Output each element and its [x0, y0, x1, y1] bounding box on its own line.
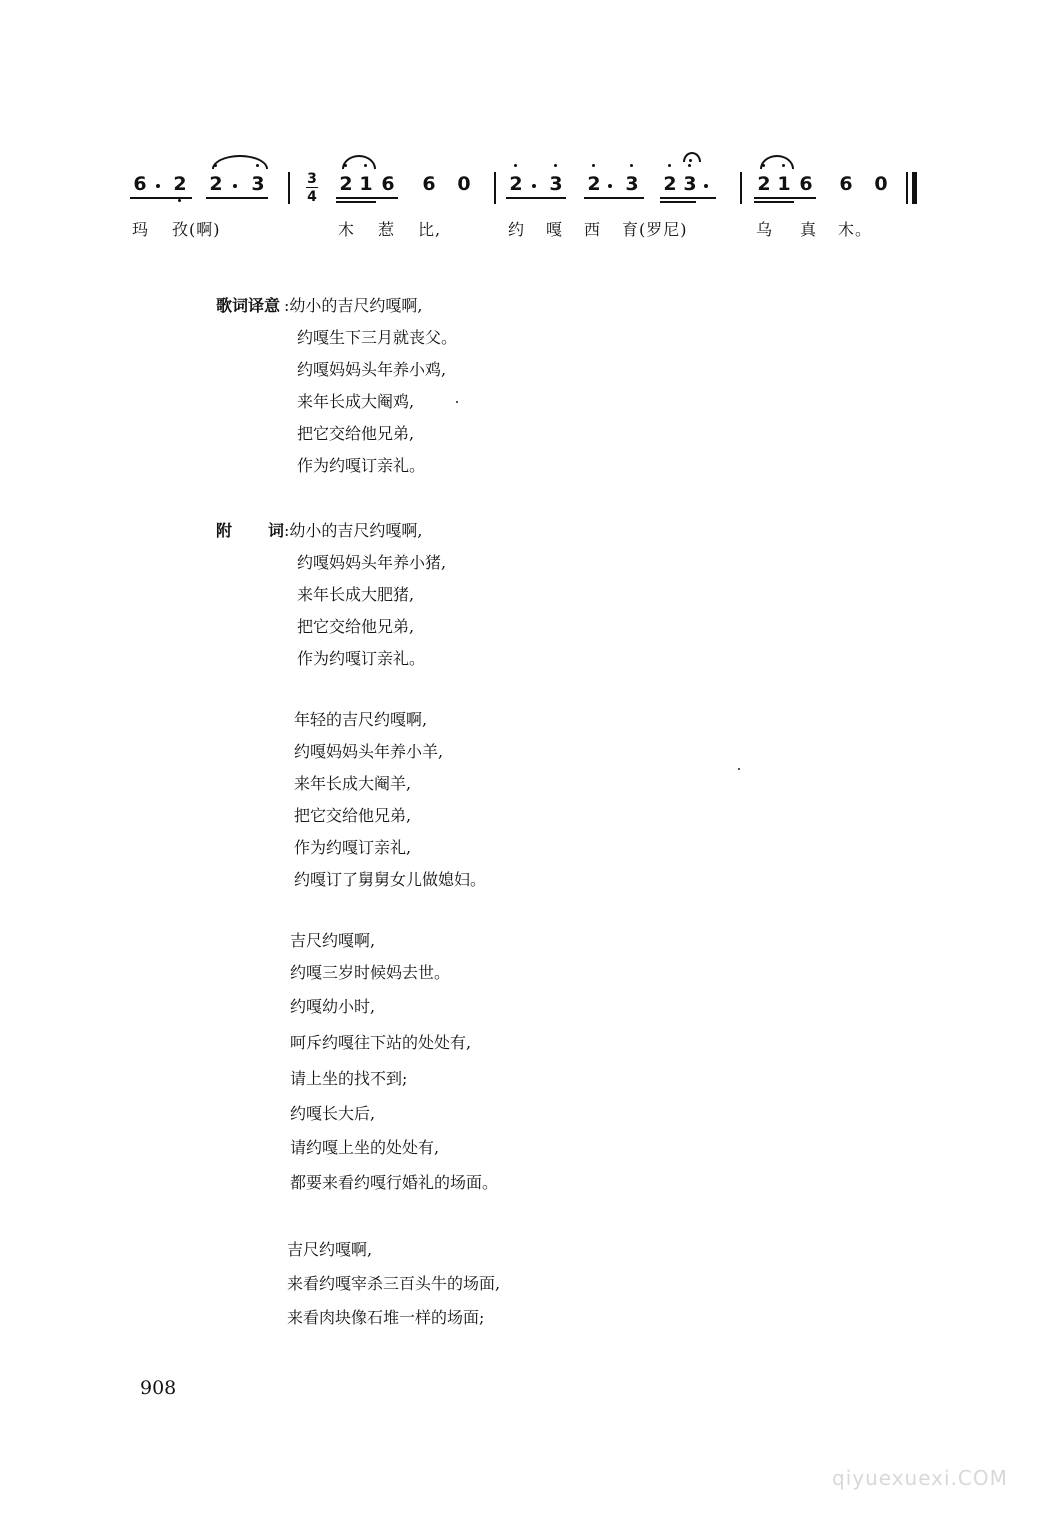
appendix-line: 呵斥约嘎往下站的处处有,: [290, 1033, 472, 1052]
lyric-syllable: 育(罗尼): [622, 220, 688, 239]
octave-dot-above: [592, 164, 595, 167]
final-barline-thin: [906, 172, 908, 204]
note: 2: [209, 173, 223, 195]
slur-arc: [760, 155, 794, 169]
appendix-line: 吉尺约嘎啊,: [287, 1240, 373, 1259]
fermata-icon: [683, 152, 701, 162]
appendix-line: 来年长成大肥猪,: [297, 585, 415, 604]
appendix-line: 约嘎妈妈头年养小羊,: [294, 742, 444, 761]
lyric-syllable: 木: [338, 220, 356, 239]
note: 2: [509, 173, 523, 195]
lyric-syllable: 玛: [132, 220, 150, 239]
translation-line: 把它交给他兄弟,: [297, 424, 415, 443]
translation-line: 来年长成大阉鸡,: [297, 392, 415, 411]
appendix-line: 来看肉块像石堆一样的场面;: [287, 1308, 485, 1327]
page-number: 908: [140, 1377, 177, 1399]
appendix-label-a: 附: [216, 521, 233, 540]
note: 2: [587, 173, 601, 195]
translation-line: 约嘎生下三月就丧父。: [297, 328, 458, 347]
time-sig-numerator: 3: [307, 171, 317, 187]
appendix-line: 把它交给他兄弟,: [294, 806, 412, 825]
octave-dot-above: [514, 164, 517, 167]
augmentation-dot: [233, 184, 237, 188]
time-sig-denominator: 4: [307, 189, 317, 205]
octave-dot-below: [178, 199, 181, 202]
note: 2: [663, 173, 677, 195]
lyric-syllable: 约: [508, 220, 526, 239]
note: 3: [683, 173, 697, 195]
note: 3: [549, 173, 563, 195]
appendix-line: 约嘎三岁时候妈去世。: [290, 963, 451, 982]
appendix-line: :幼小的吉尺约嘎啊,: [284, 521, 423, 540]
scan-speck: [738, 768, 740, 770]
translation-line: 作为约嘎订亲礼。: [297, 456, 426, 475]
note: 2: [339, 173, 353, 195]
note: 1: [359, 173, 373, 195]
note: 6: [381, 173, 395, 195]
octave-dot-above: [688, 164, 691, 167]
note: 3: [625, 173, 639, 195]
fermata-dot: [689, 159, 692, 162]
appendix-line: 约嘎妈妈头年养小猪,: [297, 553, 447, 572]
barline: [494, 172, 496, 204]
lyric-syllable: 木。: [838, 220, 873, 239]
underline-beam: [130, 197, 192, 199]
underline-beam: [506, 197, 566, 199]
octave-dot-above: [554, 164, 557, 167]
slur-arc: [342, 155, 376, 169]
note: 6: [839, 173, 853, 195]
translation-line: 约嘎妈妈头年养小鸡,: [297, 360, 447, 379]
final-barline-thick: [912, 172, 917, 204]
appendix-line: 作为约嘎订亲礼。: [297, 649, 426, 668]
lyric-syllable: 嘎: [546, 220, 564, 239]
slur-arc: [212, 155, 268, 169]
translation-label: 歌词译意: [216, 296, 281, 315]
scan-speck: [456, 401, 458, 403]
note: 0: [457, 173, 471, 195]
underline-beam-double: [336, 201, 376, 203]
note: 1: [777, 173, 791, 195]
underline-beam: [206, 197, 268, 199]
lyric-syllable: 比,: [418, 220, 442, 239]
lyric-syllable: 乌: [756, 220, 774, 239]
barline: [740, 172, 742, 204]
augmentation-dot: [532, 184, 536, 188]
lyric-syllable: 惹: [378, 220, 396, 239]
lyric-syllable: 孜(啊): [172, 220, 221, 239]
appendix-line: 请上坐的找不到;: [290, 1069, 408, 1088]
note: 0: [874, 173, 888, 195]
note: 6: [799, 173, 813, 195]
appendix-line: 年轻的吉尺约嘎啊,: [294, 710, 428, 729]
note: 6: [422, 173, 436, 195]
octave-dot-above: [630, 164, 633, 167]
appendix-line: 都要来看约嘎行婚礼的场面。: [290, 1173, 499, 1192]
appendix-line: 约嘎长大后,: [290, 1104, 376, 1123]
note: 6: [133, 173, 147, 195]
appendix-line: 作为约嘎订亲礼,: [294, 838, 412, 857]
lyric-syllable: 西: [584, 220, 602, 239]
appendix-line: 约嘎订了舅舅女儿做媳妇。: [294, 870, 487, 889]
lyric-syllable: 真: [800, 220, 818, 239]
augmentation-dot: [704, 184, 708, 188]
note: 2: [757, 173, 771, 195]
octave-dot-above: [668, 164, 671, 167]
barline: [288, 172, 290, 204]
note: 3: [251, 173, 265, 195]
augmentation-dot: [156, 184, 160, 188]
appendix-line: 把它交给他兄弟,: [297, 617, 415, 636]
underline-beam: [660, 197, 716, 199]
time-sig-line: [306, 187, 318, 188]
underline-beam: [754, 197, 816, 199]
underline-beam: [584, 197, 644, 199]
translation-line: :幼小的吉尺约嘎啊,: [284, 296, 423, 315]
appendix-line: 来看约嘎宰杀三百头牛的场面,: [287, 1274, 501, 1293]
underline-beam-double: [754, 201, 794, 203]
augmentation-dot: [608, 184, 612, 188]
underline-beam-double: [660, 201, 696, 203]
appendix-line: 来年长成大阉羊,: [294, 774, 412, 793]
appendix-line: 吉尺约嘎啊,: [290, 931, 376, 950]
appendix-line: 请约嘎上坐的处处有,: [290, 1138, 440, 1157]
note: 2: [173, 173, 187, 195]
appendix-line: 约嘎幼小时,: [290, 997, 376, 1016]
appendix-label-b: 词: [268, 521, 285, 540]
underline-beam: [336, 197, 398, 199]
site-watermark: qiyuexuexi.COM: [832, 1466, 1008, 1490]
